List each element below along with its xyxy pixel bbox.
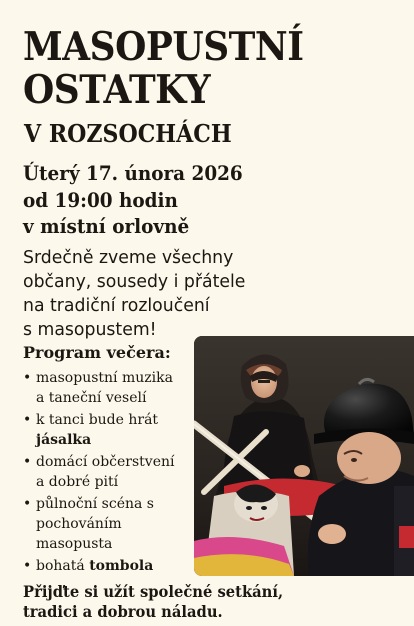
program-list [23,368,191,578]
program-item-text: pochováním [36,516,122,532]
program-item [23,410,191,450]
program-item-text: půlnoční scéna s [36,496,154,512]
masopust-scene-illustration [194,336,414,576]
program-item-text [36,556,191,576]
masopust-photo [194,336,414,576]
program-item-text: domácí občerstvení [36,454,175,470]
event-venue: v místní orlovně [23,214,190,238]
program-heading: Program večera: [23,343,171,362]
program-item-text: masopustní muzika [36,370,173,386]
event-date-place [23,160,243,240]
closing-text [23,582,283,622]
poster-subtitle: V ROZSOCHÁCH [24,119,232,148]
program-item [23,494,191,554]
bullet-icon: • [23,454,32,470]
invitation-line: na tradiční rozloučení [23,295,210,316]
invitation-line: občany, sousedy i přátele [23,271,246,292]
bullet-icon: • [23,412,32,428]
program-item [23,368,191,408]
title-line-2: OSTATKY [23,67,211,113]
title-line-1: MASOPUSTNÍ [23,24,304,70]
tombola-label: tombola [89,558,154,574]
invitation-text [23,246,245,342]
closing-line: tradici a dobrou náladu. [23,602,223,621]
event-time: od 19:00 hodin [23,187,178,212]
program-item-text: a taneční veselí [36,390,147,406]
program-item-text: masopusta [36,536,113,552]
poster-title [23,26,304,112]
program-item-text: k tanci bude hrát [36,412,159,428]
invitation-line: s masopustem! [23,319,157,340]
bullet-icon: • [23,558,32,574]
closing-line: Přijďte si užít společné setkání, [23,582,284,601]
program-item-text: a dobré pití [36,474,119,490]
bullet-icon: • [23,496,32,512]
invitation-line: Srdečně zveme všechny [23,247,234,268]
program-item [23,452,191,492]
program-item-text-plain: bohatá [36,558,85,574]
bullet-icon: • [23,370,32,386]
program-item [23,556,191,576]
event-date: Úterý 17. února 2026 [23,161,243,185]
program-item-text [36,430,191,450]
band-name: jásalka [36,432,92,448]
